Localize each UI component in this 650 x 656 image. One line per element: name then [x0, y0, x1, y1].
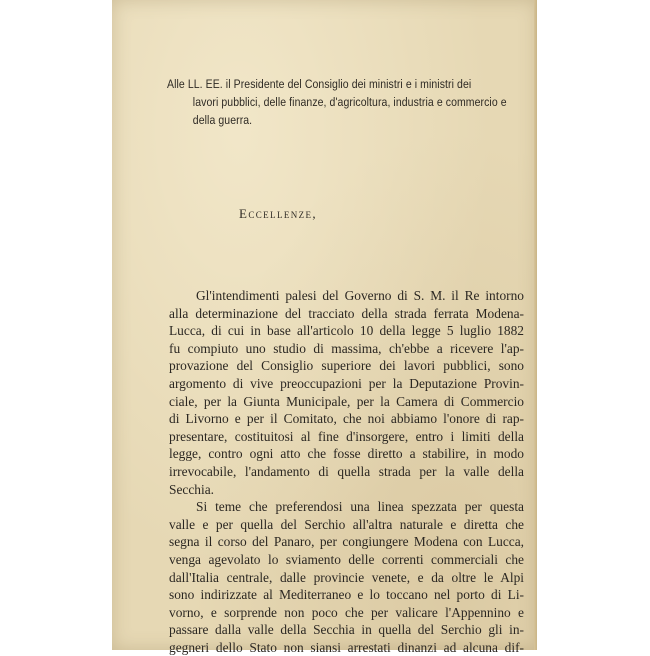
header-line: Alle LL. EE. il Presidente del Consiglio dei ministri e i ministri dei	[167, 77, 472, 91]
text-line: Lucca, di cui in base all'articolo 10 della legge 5 luglio 1882	[169, 323, 524, 339]
paragraph-1	[169, 287, 524, 498]
text-line: provazione del Consiglio superiore dei lavori pubblici, sono	[169, 358, 524, 374]
text-line: passare dalla valle della Secchia in quella del Serchio gli in-	[169, 622, 524, 638]
text-line: irrevocabile, l'andamento di quella strada per la valle della	[169, 463, 524, 479]
header-line: lavori pubblici, delle finanze, d'agricoltura, industria e commercio e	[192, 95, 507, 109]
text-line: ciale, per la Giunta Municipale, per la Camera di Commercio	[169, 393, 524, 409]
text-line: sono indirizzate al Mediterraneo e lo toccano nel porto di Li-	[169, 587, 524, 603]
salutation: Eccellenze,	[239, 206, 318, 221]
text-line: venga agevolato lo sviamento delle correnti commerciali che	[169, 551, 524, 567]
text-line: legge, contro ogni atto che fosse diretto a stabilire, in modo	[169, 446, 524, 462]
text-line: di Livorno e per il Comitato, che noi abbiamo l'onore di rap-	[169, 411, 524, 427]
text-line: argomento di vive preoccupazioni per la Deputazione Provin-	[169, 375, 524, 391]
text-line: alla determinazione del tracciato della strada ferrata Modena-	[169, 305, 524, 321]
text-line: valle e per quella del Serchio all'altra naturale e diretta che	[169, 516, 524, 532]
text-line: Secchia.	[169, 481, 214, 497]
text-line: segna il corso del Panaro, per congiungere Modena con Lucca,	[169, 534, 524, 550]
text-line: vorno, e sorprende non poco che per valicare l'Appennino e	[169, 604, 524, 620]
text-line: gegneri dello Stato non siansi arrestati dinanzi ad alcuna dif-	[169, 639, 524, 655]
page-edge	[534, 0, 537, 650]
text-line: presentare, costituitosi al fine d'insorgere, entro i limiti della	[169, 428, 524, 444]
header-line: della guerra.	[192, 113, 253, 127]
text-line: dall'Italia centrale, dalle provincie venete, e da oltre le Alpi	[169, 569, 524, 585]
letter-body	[169, 287, 524, 656]
text-line: Si teme che preferendosi una linea spezzata per questa	[196, 499, 524, 515]
paragraph-2	[169, 498, 524, 656]
text-line: Gl'intendimenti palesi del Governo di S. M. il Re intorno	[196, 288, 524, 303]
address-header	[167, 75, 507, 129]
text-line: fu compiuto uno studio di massima, ch'ebbe a ricevere l'ap-	[169, 340, 524, 356]
book-page	[112, 0, 537, 655]
